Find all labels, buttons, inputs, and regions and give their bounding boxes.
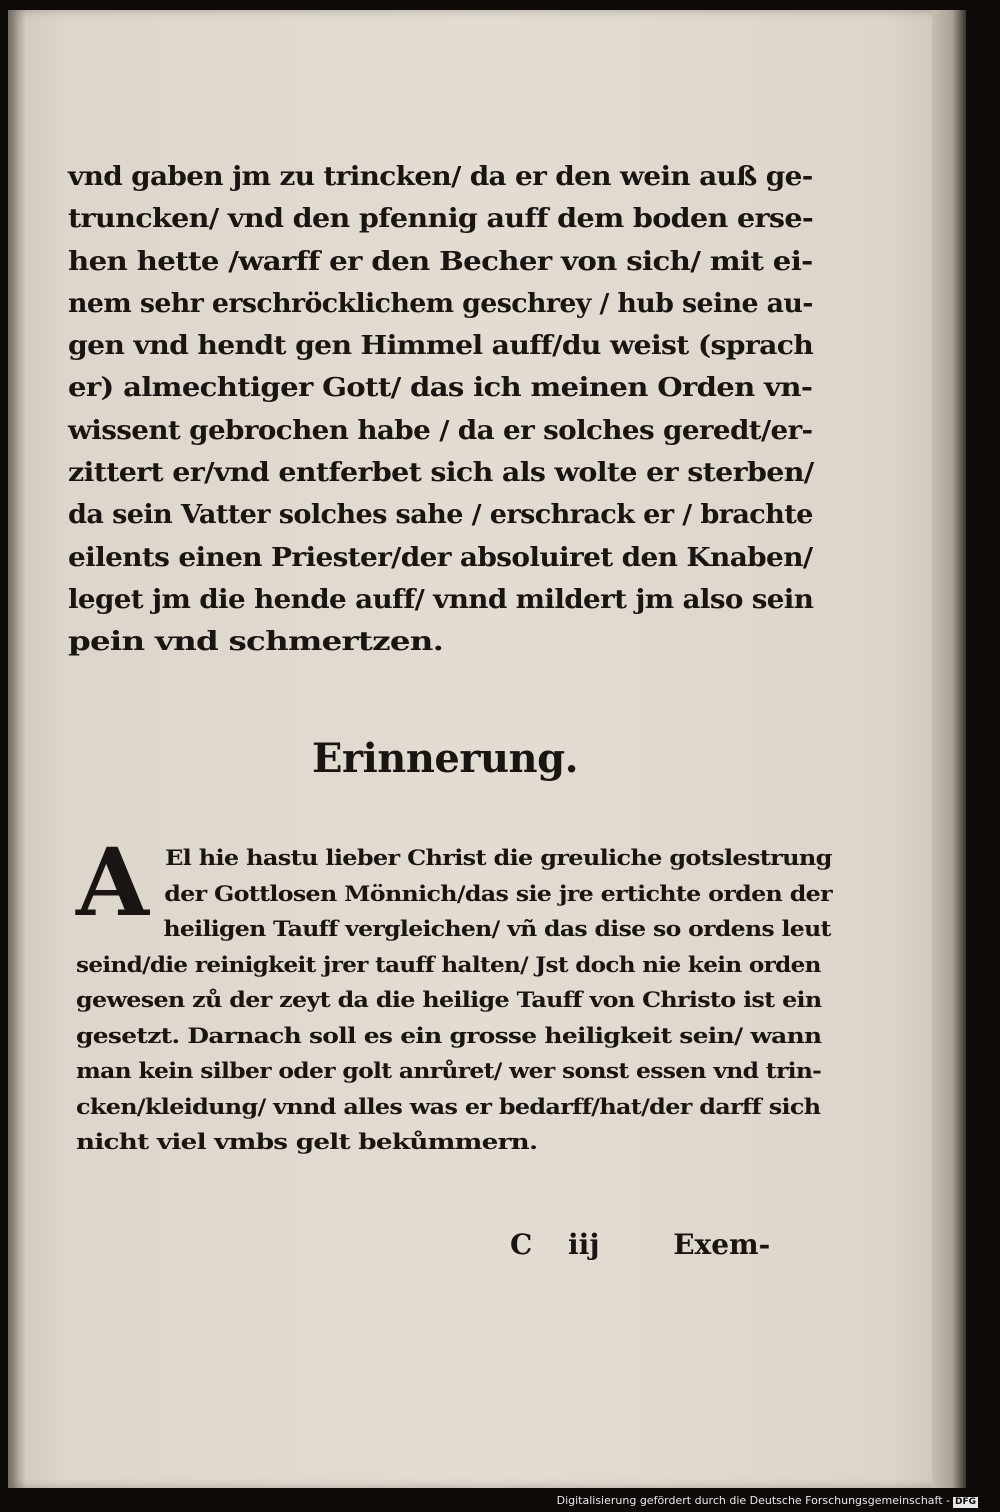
text-line: zittert er/vnd entferbet sich als wolte er sterben/ — [68, 458, 814, 489]
text-line: eilents einen Priester/der absoluiret den Knaben/ — [68, 542, 813, 573]
dfg-logo: DFG — [954, 1497, 976, 1507]
page-footer — [510, 1228, 770, 1261]
page-edge — [932, 10, 966, 1488]
text-line: der Gottlosen Mönnich/das sie jre ertichte orden der — [164, 880, 832, 906]
text-line: El hie hastu lieber Christ die greuliche gotslestrung — [165, 845, 832, 870]
text-line: cken/kleidung/ vnnd alles was er bedarff/hat/der darff sich — [76, 1093, 821, 1119]
text-line: leget jm die hende auff/ vnnd mildert jm also sein — [68, 584, 814, 615]
gutter-shadow — [8, 10, 26, 1488]
text-line: da sein Vatter solches sahe / erschrack er / brachte — [68, 500, 813, 531]
text-line: nem sehr erschröcklichem geschrey / hub seine au- — [68, 288, 813, 319]
text-line: man kein silber oder golt anrůret/ wer sonst essen vnd trin- — [76, 1058, 822, 1083]
section-heading: Erinnerung. — [312, 735, 579, 782]
text-line: er) almechtiger Gott/ das ich meinen Orden vn- — [68, 373, 813, 404]
text-line: gen vnd hendt gen Himmel auff/du weist (sprach — [68, 331, 814, 362]
text-line: gewesen zů der zeyt da die heilige Tauff von Christo ist ein — [76, 987, 822, 1012]
second-paragraph — [76, 840, 832, 1160]
text-line: heiligen Tauff vergleichen/ vñ das dise so ordens leut — [163, 916, 831, 941]
text-line: truncken/ vnd den pfennig auff dem boden erse- — [68, 204, 814, 235]
text-line: wissent gebrochen habe / da er solches geredt/er- — [68, 415, 813, 446]
text-line: hen hette /warff er den Becher von sich/ mit ei- — [68, 246, 813, 277]
catchword: Exem- — [673, 1228, 771, 1261]
text-line: vnd gaben jm zu trincken/ da er den wein auß ge- — [68, 162, 813, 192]
drop-cap-initial: A — [76, 828, 149, 938]
signature-number: iij — [568, 1228, 600, 1261]
text-line: nicht viel vmbs gelt bekůmmern. — [76, 1129, 538, 1154]
text-line: gesetzt. Darnach soll es ein grosse heiligkeit sein/ wann — [76, 1022, 822, 1048]
signature-mark: C — [510, 1228, 533, 1261]
text-line: pein vnd schmertzen. — [68, 627, 444, 658]
credit-text: Digitalisierung gefördert durch die Deutsche Forschungsgemeinschaft - — [556, 1494, 950, 1507]
digitization-credit — [557, 1494, 978, 1508]
text-line: seind/die reinigkeit jrer tauff halten/ Jst doch nie kein orden — [76, 951, 821, 977]
main-paragraph — [68, 156, 828, 664]
